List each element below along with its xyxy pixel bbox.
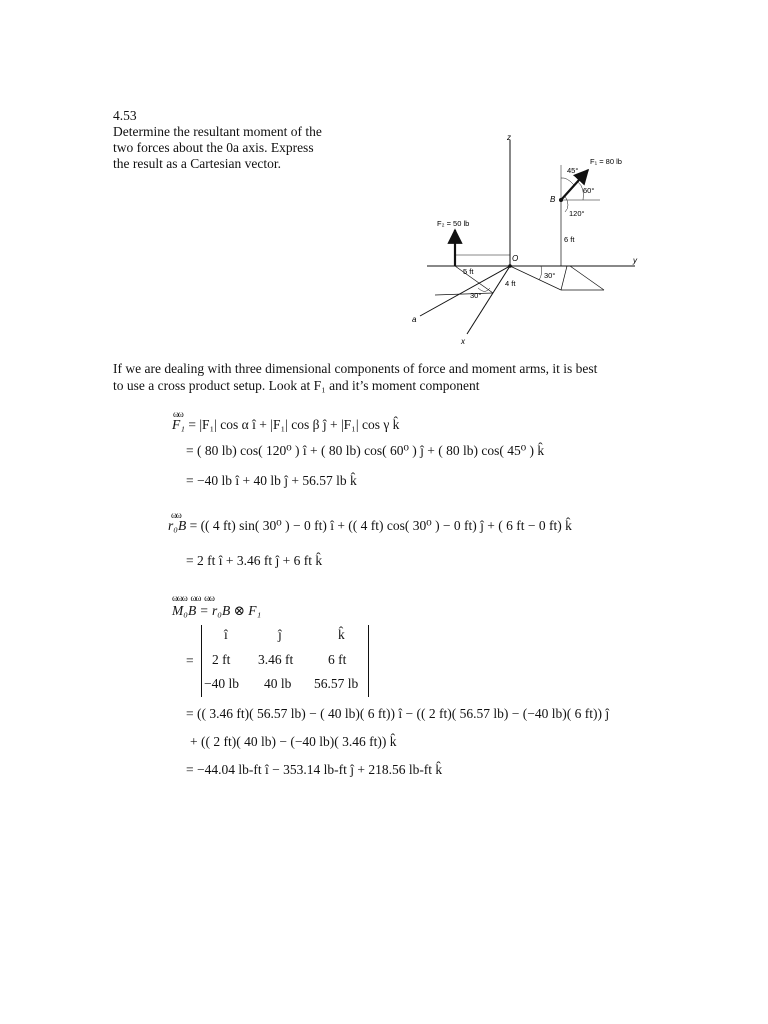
a-label: a: [412, 315, 417, 324]
f1-label: F₁ = 80 lb: [590, 157, 622, 166]
f2-label: F₂ = 50 lb: [437, 219, 470, 228]
vector-arrow-mark: ωωω ωω ωω: [172, 593, 214, 603]
construction-line: [561, 266, 567, 290]
distance-5ft-label: 5 ft: [463, 267, 474, 276]
moment-result: = −44.04 lb-ft î − 353.14 lb-ft ĵ + 218.56 lb-ft k̂: [186, 762, 443, 777]
o-label: O: [512, 254, 519, 263]
problem-line-1: Determine the resultant moment of the: [113, 124, 322, 139]
angle-arc: [539, 266, 542, 280]
f1-lhs: F₁: [172, 417, 185, 432]
moment-expansion-2: + (( 2 ft)( 40 lb) − (−40 lb)( 3.46 ft)) k̂: [190, 734, 397, 749]
det-r1: 2 ft: [212, 652, 231, 667]
angle-120-label: 120°: [569, 209, 585, 218]
det-f1: −40 lb: [204, 676, 239, 691]
b-label: B: [550, 195, 556, 204]
problem-statement: [113, 108, 363, 172]
angle-30-label-lower: 30°: [470, 291, 482, 300]
angle-30-label-upper: 30°: [544, 271, 556, 280]
problem-line-2: two forces about the 0a axis. Express: [113, 140, 314, 155]
det-f2: 40 lb: [264, 676, 292, 691]
vector-arrow-mark: ωω: [171, 510, 181, 520]
problem-line-3: the result as a Cartesian vector.: [113, 156, 281, 171]
force-diagram: [395, 130, 655, 350]
distance-4ft-label: 4 ft: [505, 279, 516, 288]
intro-line-2: to use a cross product setup. Look at F₁ and it’s moment component: [113, 377, 480, 393]
r-lhs: r₀B: [168, 518, 187, 533]
construction-line: [455, 266, 493, 293]
y-label: y: [633, 256, 637, 265]
x-label: x: [461, 337, 465, 346]
det-i: î: [224, 627, 228, 642]
x-axis: [467, 266, 510, 334]
f1-result: = −40 lb î + 40 lb ĵ + 56.57 lb k̂: [186, 473, 357, 488]
angle-arc: [561, 178, 574, 185]
z-label: z: [507, 133, 511, 142]
determinant-matrix: [201, 625, 369, 697]
f1-definition: = |F₁| cos α î + |F₁| cos β ĵ + |F₁| cos γ k̂: [188, 417, 400, 432]
f1-substitution: = ( 80 lb) cos( 120⁰ ) î + ( 80 lb) cos( 60⁰ ) ĵ + ( 80 lb) cos( 45⁰ ) k̂: [186, 443, 545, 458]
moment-expansion-1: = (( 3.46 ft)( 56.57 lb) − ( 40 lb)( 6 ft)) î − (( 2 ft)( 56.57 lb) − (−40 lb)( 6 ft)) ĵ: [186, 706, 610, 721]
r-substitution: = (( 4 ft) sin( 30⁰ ) − 0 ft) î + (( 4 ft) cos( 30⁰ ) − 0 ft) ĵ + ( 6 ft − 0 ft) k̂: [189, 518, 572, 533]
angle-45-label: 45°: [567, 166, 579, 175]
intro-line-1: If we are dealing with three dimensional components of force and moment arms, it is best: [113, 361, 598, 376]
problem-number: 4.53: [113, 108, 137, 123]
intro-text: [113, 361, 673, 394]
det-f3: 56.57 lb: [314, 676, 359, 691]
construction-line: [435, 293, 493, 295]
angle-60-label: 60°: [583, 186, 595, 195]
det-r3: 6 ft: [328, 652, 347, 667]
r-result: = 2 ft î + 3.46 ft ĵ + 6 ft k̂: [186, 553, 323, 568]
vector-arrow-mark: ωω: [173, 409, 183, 419]
det-equals: =: [186, 653, 194, 668]
det-k: k̂: [338, 627, 345, 642]
origin-point: [508, 264, 512, 268]
distance-6ft-label: 6 ft: [564, 235, 575, 244]
det-j: ĵ: [278, 627, 282, 642]
r-equation: [168, 518, 572, 534]
angle-arc: [565, 196, 568, 212]
construction-line: [570, 266, 604, 290]
det-r2: 3.46 ft: [258, 652, 294, 667]
moment-lhs: M₀B = r₀B ⊗ F₁: [172, 603, 262, 618]
point-b: [559, 198, 563, 202]
f1-equation: [172, 417, 399, 433]
